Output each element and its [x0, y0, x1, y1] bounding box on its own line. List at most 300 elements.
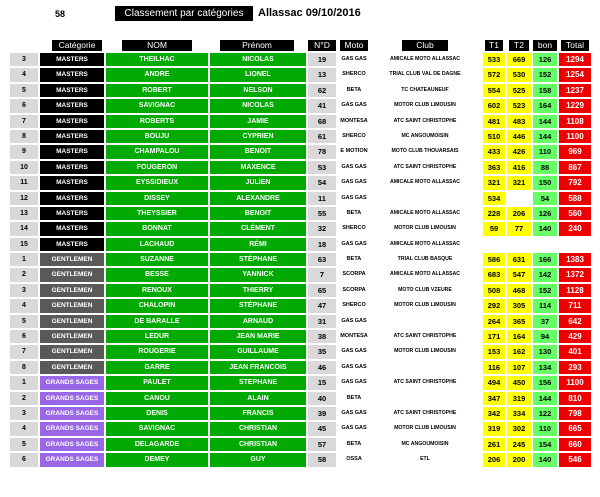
moto-cell: MONTESA — [338, 330, 370, 343]
club-cell — [372, 361, 478, 374]
number-cell: 19 — [308, 53, 336, 66]
total-cell: 642 — [559, 315, 591, 328]
nom-cell: THEILHAC — [106, 53, 208, 66]
rank-cell: 13 — [10, 207, 38, 220]
table-row — [0, 283, 600, 298]
nom-cell: SUZANNE — [106, 253, 208, 266]
category-cell: MASTERS — [40, 238, 104, 251]
bon-cell: 130 — [533, 345, 557, 358]
category-cell: GENTLEMEN — [40, 284, 104, 297]
place-date: Allassac 09/10/2016 — [258, 7, 361, 19]
total-cell: 711 — [559, 299, 591, 312]
prenom-cell: LIONEL — [210, 68, 306, 81]
category-cell: MASTERS — [40, 68, 104, 81]
bon-cell: 140 — [533, 222, 557, 235]
number-cell: 78 — [308, 145, 336, 158]
col-header-moto: Moto — [340, 40, 368, 51]
number-cell: 40 — [308, 392, 336, 405]
t1-cell: 261 — [483, 438, 505, 451]
bon-cell: 144 — [533, 115, 557, 128]
number-cell: 45 — [308, 422, 336, 435]
table-row — [0, 67, 600, 82]
rank-cell: 9 — [10, 145, 38, 158]
category-cell: GRANDS SAGES — [40, 438, 104, 451]
rank-cell: 12 — [10, 192, 38, 205]
number-cell: 68 — [308, 115, 336, 128]
category-cell: GRANDS SAGES — [40, 422, 104, 435]
number-cell: 13 — [308, 68, 336, 81]
t2-cell: 245 — [507, 438, 531, 451]
club-cell: ATC SAINT CHRISTOPHE — [372, 330, 478, 343]
nom-cell: CHALOPIN — [106, 299, 208, 312]
prenom-cell: THIERRY — [210, 284, 306, 297]
col-header-nom: NOM — [122, 40, 192, 51]
rank-cell: 3 — [10, 407, 38, 420]
table-row — [0, 452, 600, 467]
moto-cell: SHERCO — [338, 222, 370, 235]
total-cell: 1237 — [559, 84, 591, 97]
number-cell: 62 — [308, 84, 336, 97]
t1-cell: 533 — [483, 53, 505, 66]
rank-cell: 5 — [10, 315, 38, 328]
prenom-cell: CLÉMENT — [210, 222, 306, 235]
moto-cell: GAS GAS — [338, 53, 370, 66]
nom-cell: ROBERT — [106, 84, 208, 97]
rank-cell: 15 — [10, 238, 38, 251]
t2-cell — [507, 192, 531, 205]
table-row — [0, 391, 600, 406]
table-row — [0, 191, 600, 206]
nom-cell: LACHAUD — [106, 238, 208, 251]
category-cell: MASTERS — [40, 222, 104, 235]
club-cell — [372, 192, 478, 205]
table-row — [0, 360, 600, 375]
bon-cell: 152 — [533, 68, 557, 81]
number-cell: 18 — [308, 238, 336, 251]
prenom-cell: CYPRIEN — [210, 130, 306, 143]
total-cell: 1294 — [559, 53, 591, 66]
nom-cell: SAVIGNAC — [106, 99, 208, 112]
nom-cell: BESSE — [106, 268, 208, 281]
rank-cell: 8 — [10, 361, 38, 374]
total-cell: 560 — [559, 207, 591, 220]
nom-cell: PAULET — [106, 376, 208, 389]
number-cell: 63 — [308, 253, 336, 266]
rank-cell: 2 — [10, 392, 38, 405]
table-row — [0, 160, 600, 175]
rank-cell: 4 — [10, 422, 38, 435]
table-row — [0, 421, 600, 436]
table-row — [0, 52, 600, 67]
total-cell: 1108 — [559, 115, 591, 128]
moto-cell: MONTESA — [338, 115, 370, 128]
category-cell: GENTLEMEN — [40, 345, 104, 358]
rank-cell: 8 — [10, 130, 38, 143]
moto-cell: GAS GAS — [338, 407, 370, 420]
nom-cell: THEYSSIER — [106, 207, 208, 220]
rank-cell: 7 — [10, 345, 38, 358]
t1-cell: 319 — [483, 422, 505, 435]
club-cell: AMICALE MOTO ALLASSAC — [372, 268, 478, 281]
category-cell: GENTLEMEN — [40, 253, 104, 266]
bon-cell: 164 — [533, 99, 557, 112]
category-cell: GRANDS SAGES — [40, 392, 104, 405]
t1-cell: 683 — [483, 268, 505, 281]
total-cell: 588 — [559, 192, 591, 205]
bon-cell: 37 — [533, 315, 557, 328]
category-cell: GRANDS SAGES — [40, 453, 104, 466]
t1-cell: 153 — [483, 345, 505, 358]
nom-cell: BOUJU — [106, 130, 208, 143]
prenom-cell: CHRISTIAN — [210, 438, 306, 451]
category-cell: MASTERS — [40, 145, 104, 158]
table-row — [0, 114, 600, 129]
table-row — [0, 237, 600, 252]
number-cell: 32 — [308, 222, 336, 235]
table-row — [0, 129, 600, 144]
category-cell: MASTERS — [40, 176, 104, 189]
t1-cell: 572 — [483, 68, 505, 81]
moto-cell: GAS GAS — [338, 99, 370, 112]
bon-cell: 144 — [533, 392, 557, 405]
number-cell: 53 — [308, 161, 336, 174]
category-cell: MASTERS — [40, 192, 104, 205]
nom-cell: LEDUR — [106, 330, 208, 343]
total-cell: 798 — [559, 407, 591, 420]
t1-cell: 508 — [483, 284, 505, 297]
prenom-cell: JULIEN — [210, 176, 306, 189]
prenom-cell: STEPHANE — [210, 376, 306, 389]
moto-cell: GAS GAS — [338, 422, 370, 435]
t2-cell: 483 — [507, 115, 531, 128]
club-cell: MOTOR CLUB LIMOUSIN — [372, 345, 478, 358]
t1-cell: 206 — [483, 453, 505, 466]
rank-cell: 5 — [10, 84, 38, 97]
t1-cell: 602 — [483, 99, 505, 112]
t2-cell: 302 — [507, 422, 531, 435]
nom-cell: BONNAT — [106, 222, 208, 235]
moto-cell: BETA — [338, 84, 370, 97]
nom-cell: EYSSIDIEUX — [106, 176, 208, 189]
bon-cell: 54 — [533, 192, 557, 205]
moto-cell: E MOTION — [338, 145, 370, 158]
club-cell — [372, 392, 478, 405]
t2-cell: 468 — [507, 284, 531, 297]
category-cell: GENTLEMEN — [40, 361, 104, 374]
col-header-club: Club — [402, 40, 448, 51]
number-cell: 57 — [308, 438, 336, 451]
nom-cell: DISSEY — [106, 192, 208, 205]
rank-cell: 10 — [10, 161, 38, 174]
total-cell: 792 — [559, 176, 591, 189]
bon-cell: 150 — [533, 176, 557, 189]
nom-cell: CHAMPALOU — [106, 145, 208, 158]
prenom-cell: NELSON — [210, 84, 306, 97]
table-row — [0, 406, 600, 421]
total-cell: 1229 — [559, 99, 591, 112]
club-cell — [372, 315, 478, 328]
page-title: Classement par catégories — [115, 6, 253, 21]
total-cell — [559, 238, 591, 251]
bon-cell: 152 — [533, 284, 557, 297]
t2-cell: 321 — [507, 176, 531, 189]
moto-cell: GAS GAS — [338, 345, 370, 358]
bon-cell — [533, 238, 557, 251]
prenom-cell: BENOIT — [210, 207, 306, 220]
club-cell: AMICALE MOTO ALLASSAC — [372, 238, 478, 251]
moto-cell: GAS GAS — [338, 238, 370, 251]
t2-cell — [507, 238, 531, 251]
t1-cell: 481 — [483, 115, 505, 128]
col-header-t1: T1 — [485, 40, 503, 51]
bon-cell: 154 — [533, 438, 557, 451]
total-cell: 293 — [559, 361, 591, 374]
club-cell: MOTOR CLUB LIMOUSIN — [372, 222, 478, 235]
prenom-cell: ALAIN — [210, 392, 306, 405]
total-cell: 665 — [559, 422, 591, 435]
col-header-t2: T2 — [509, 40, 529, 51]
nom-cell: DE BARALLE — [106, 315, 208, 328]
number-cell: 55 — [308, 207, 336, 220]
prenom-cell: MAXENCE — [210, 161, 306, 174]
table-row — [0, 83, 600, 98]
moto-cell: BETA — [338, 207, 370, 220]
bon-cell: 156 — [533, 376, 557, 389]
club-cell: TC CHATEAUNEUF — [372, 84, 478, 97]
category-cell: MASTERS — [40, 207, 104, 220]
nom-cell: ANDRE — [106, 68, 208, 81]
prenom-cell: ALEXANDRE — [210, 192, 306, 205]
t1-cell: 342 — [483, 407, 505, 420]
t2-cell: 206 — [507, 207, 531, 220]
nom-cell: CANOU — [106, 392, 208, 405]
t2-cell: 669 — [507, 53, 531, 66]
rank-cell: 1 — [10, 253, 38, 266]
bon-cell: 158 — [533, 84, 557, 97]
prenom-cell: NICOLAS — [210, 53, 306, 66]
bon-cell: 126 — [533, 53, 557, 66]
moto-cell: SCORPA — [338, 284, 370, 297]
t2-cell: 631 — [507, 253, 531, 266]
number-cell: 54 — [308, 176, 336, 189]
moto-cell: SHERCO — [338, 130, 370, 143]
col-header-prenom: Prénom — [220, 40, 294, 51]
club-cell: MOTOR CLUB LIMOUSIN — [372, 422, 478, 435]
table-row — [0, 344, 600, 359]
t2-cell: 523 — [507, 99, 531, 112]
t2-cell: 319 — [507, 392, 531, 405]
nom-cell: DENIS — [106, 407, 208, 420]
moto-cell: OSSA — [338, 453, 370, 466]
t2-cell: 107 — [507, 361, 531, 374]
number-cell: 65 — [308, 284, 336, 297]
t1-cell: 534 — [483, 192, 505, 205]
club-cell: TRIAL CLUB VAL DE DAGNE — [372, 68, 478, 81]
t1-cell: 321 — [483, 176, 505, 189]
t1-cell: 264 — [483, 315, 505, 328]
total-cell: 401 — [559, 345, 591, 358]
number-cell: 61 — [308, 130, 336, 143]
category-cell: GENTLEMEN — [40, 330, 104, 343]
moto-cell: BETA — [338, 392, 370, 405]
table-row — [0, 252, 600, 267]
t1-cell: 494 — [483, 376, 505, 389]
results-table — [0, 52, 600, 468]
t2-cell: 426 — [507, 145, 531, 158]
category-cell: GENTLEMEN — [40, 299, 104, 312]
t2-cell: 200 — [507, 453, 531, 466]
table-row — [0, 375, 600, 390]
total-cell: 867 — [559, 161, 591, 174]
total-cell: 1383 — [559, 253, 591, 266]
t1-cell: 171 — [483, 330, 505, 343]
prenom-cell: NICOLAS — [210, 99, 306, 112]
prenom-cell: JEAN FRANCOIS — [210, 361, 306, 374]
club-cell: ETL — [372, 453, 478, 466]
rank-cell: 3 — [10, 53, 38, 66]
table-row — [0, 98, 600, 113]
moto-cell: SHERCO — [338, 299, 370, 312]
bon-cell: 140 — [533, 453, 557, 466]
total-cell: 429 — [559, 330, 591, 343]
t2-cell: 416 — [507, 161, 531, 174]
prenom-cell: RÉMI — [210, 238, 306, 251]
bon-cell: 142 — [533, 268, 557, 281]
t2-cell: 334 — [507, 407, 531, 420]
rank-cell: 4 — [10, 299, 38, 312]
total-cell: 1128 — [559, 284, 591, 297]
t1-cell: 228 — [483, 207, 505, 220]
prenom-cell: GUY — [210, 453, 306, 466]
category-cell: MASTERS — [40, 53, 104, 66]
moto-cell: SHERCO — [338, 68, 370, 81]
category-cell: MASTERS — [40, 99, 104, 112]
bon-cell: 126 — [533, 207, 557, 220]
t1-cell: 510 — [483, 130, 505, 143]
nom-cell: DEMEY — [106, 453, 208, 466]
club-cell: ATC SAINT CHRISTOPHE — [372, 115, 478, 128]
club-cell: MOTO CLUB THOUARSAIS — [372, 145, 478, 158]
moto-cell: BETA — [338, 438, 370, 451]
number-cell: 35 — [308, 345, 336, 358]
total-cell: 810 — [559, 392, 591, 405]
rank-cell: 6 — [10, 99, 38, 112]
nom-cell: DELAGARDE — [106, 438, 208, 451]
bon-cell: 110 — [533, 145, 557, 158]
bon-cell: 110 — [533, 422, 557, 435]
number-cell: 15 — [308, 376, 336, 389]
t1-cell: 433 — [483, 145, 505, 158]
category-cell: GENTLEMEN — [40, 315, 104, 328]
prenom-cell: STÉPHANE — [210, 253, 306, 266]
number-cell: 47 — [308, 299, 336, 312]
prenom-cell: FRANCIS — [210, 407, 306, 420]
table-row — [0, 221, 600, 236]
number-cell: 58 — [308, 453, 336, 466]
total-cell: 1100 — [559, 376, 591, 389]
total-cell: 546 — [559, 453, 591, 466]
moto-cell: GAS GAS — [338, 176, 370, 189]
number-cell: 7 — [308, 268, 336, 281]
number-cell: 11 — [308, 192, 336, 205]
category-cell: MASTERS — [40, 115, 104, 128]
club-cell: ATC SAINT CHRISTOPHE — [372, 376, 478, 389]
t2-cell: 530 — [507, 68, 531, 81]
col-header-bon: bon — [533, 40, 557, 51]
number-cell: 31 — [308, 315, 336, 328]
t1-cell: 363 — [483, 161, 505, 174]
prenom-cell: CHRISTIAN — [210, 422, 306, 435]
club-cell: AMICALE MOTO ALLASSAC — [372, 176, 478, 189]
category-cell: GRANDS SAGES — [40, 376, 104, 389]
club-cell: MOTOR CLUB LIMOUSIN — [372, 99, 478, 112]
nom-cell: ROBERTS — [106, 115, 208, 128]
rank-cell: 2 — [10, 268, 38, 281]
club-cell: AMICALE MOTO ALLASSAC — [372, 53, 478, 66]
total-cell: 660 — [559, 438, 591, 451]
category-cell: MASTERS — [40, 84, 104, 97]
page-number: 58 — [55, 9, 66, 19]
rank-cell: 14 — [10, 222, 38, 235]
category-cell: GRANDS SAGES — [40, 407, 104, 420]
total-cell: 240 — [559, 222, 591, 235]
t2-cell: 525 — [507, 84, 531, 97]
table-row — [0, 329, 600, 344]
club-cell: TRIAL CLUB BASQUE — [372, 253, 478, 266]
table-row — [0, 144, 600, 159]
club-cell: MOTOR CLUB LIMOUSIN — [372, 299, 478, 312]
nom-cell: FOUGERON — [106, 161, 208, 174]
bon-cell: 166 — [533, 253, 557, 266]
prenom-cell: ARNAUD — [210, 315, 306, 328]
t1-cell: 586 — [483, 253, 505, 266]
bon-cell: 144 — [533, 130, 557, 143]
moto-cell: GAS GAS — [338, 315, 370, 328]
club-cell: ATC SAINT CHRISTOPHE — [372, 161, 478, 174]
club-cell: ATC SAINT CHRISTOPHE — [372, 407, 478, 420]
category-cell: MASTERS — [40, 130, 104, 143]
number-cell: 46 — [308, 361, 336, 374]
t1-cell — [483, 238, 505, 251]
t1-cell: 59 — [483, 222, 505, 235]
t1-cell: 292 — [483, 299, 505, 312]
t2-cell: 450 — [507, 376, 531, 389]
table-row — [0, 206, 600, 221]
moto-cell: GAS GAS — [338, 376, 370, 389]
rank-cell: 6 — [10, 453, 38, 466]
prenom-cell: JEAN MARIE — [210, 330, 306, 343]
t2-cell: 305 — [507, 299, 531, 312]
rank-cell: 5 — [10, 438, 38, 451]
moto-cell: GAS GAS — [338, 361, 370, 374]
prenom-cell: YANNICK — [210, 268, 306, 281]
rank-cell: 3 — [10, 284, 38, 297]
nom-cell: RENOUX — [106, 284, 208, 297]
moto-cell: BETA — [338, 253, 370, 266]
rank-cell: 7 — [10, 115, 38, 128]
moto-cell: SCORPA — [338, 268, 370, 281]
total-cell: 1372 — [559, 268, 591, 281]
bon-cell: 134 — [533, 361, 557, 374]
t2-cell: 446 — [507, 130, 531, 143]
category-cell: MASTERS — [40, 161, 104, 174]
col-header-nd: N°D — [308, 40, 336, 51]
number-cell: 39 — [308, 407, 336, 420]
nom-cell: ROUGERIE — [106, 345, 208, 358]
bon-cell: 88 — [533, 161, 557, 174]
table-row — [0, 175, 600, 190]
moto-cell: GAS GAS — [338, 161, 370, 174]
